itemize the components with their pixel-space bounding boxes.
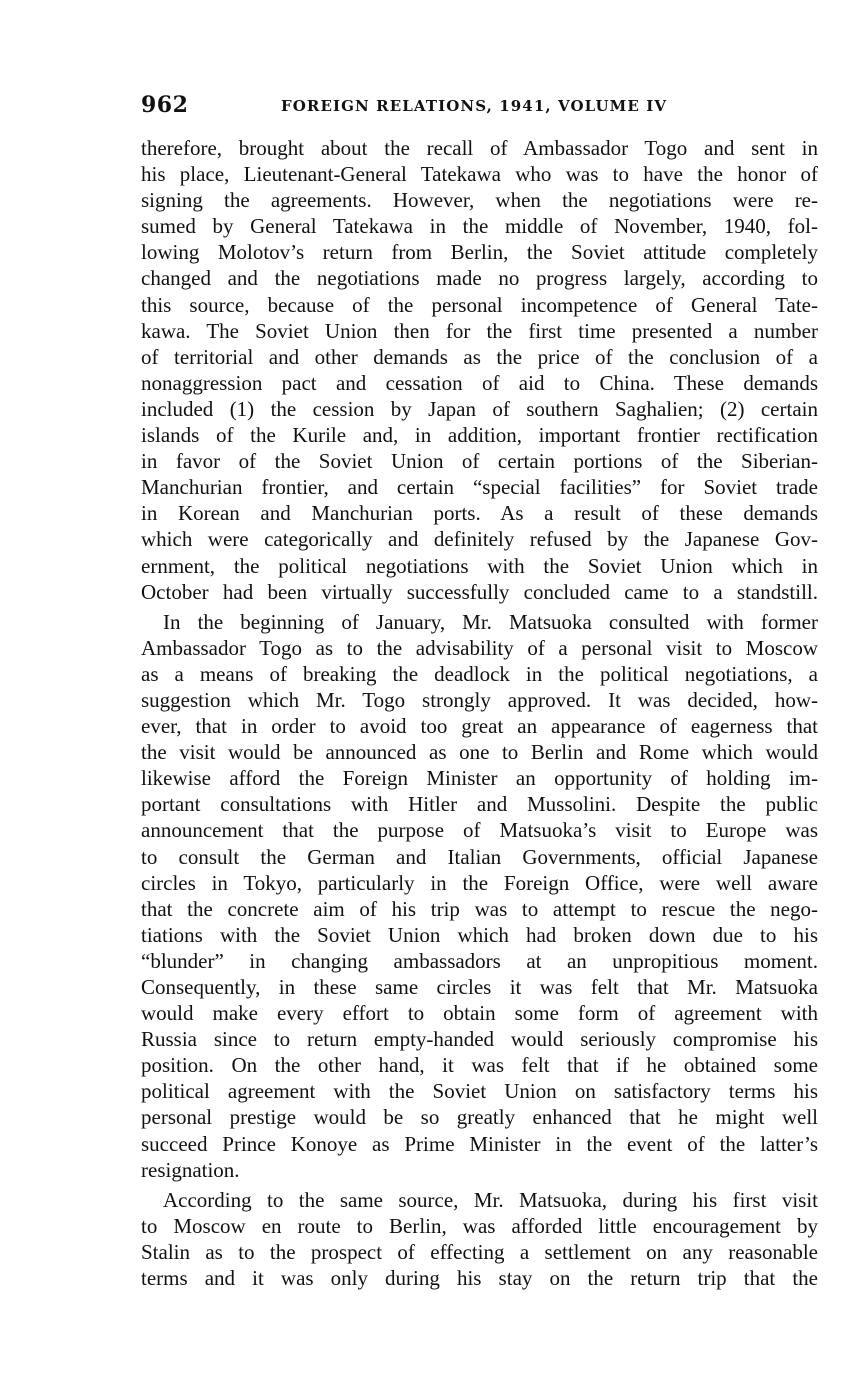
text-line: October had been virtually successfully concluded came to a standstill. bbox=[141, 579, 818, 604]
text-line: sumed by General Tatekawa in the middle of November, 1940, fol- bbox=[141, 214, 818, 239]
text-line: included (1) the cession by Japan of southern Saghalien; (2) certain bbox=[141, 396, 818, 421]
text-line: position. On the other hand, it was felt that if he obtained some bbox=[141, 1053, 818, 1078]
text-line: terms and it was only during his stay on the return trip that the bbox=[141, 1266, 818, 1291]
text-line: political agreement with the Soviet Union on satisfactory terms his bbox=[141, 1079, 818, 1104]
text-line: to consult the German and Italian Governments, official Japanese bbox=[141, 844, 818, 869]
paragraph-1 bbox=[141, 135, 818, 605]
text-line: ernment, the political negotiations with the Soviet Union which in bbox=[141, 553, 818, 578]
text-line: Manchurian frontier, and certain “special facilities” for Soviet trade bbox=[141, 475, 818, 500]
text-line: Ambassador Togo as to the advisability of a personal visit to Moscow bbox=[141, 635, 818, 660]
running-header bbox=[141, 92, 811, 122]
text-line: lowing Molotov’s return from Berlin, the Soviet attitude completely bbox=[141, 240, 818, 265]
text-line: In the beginning of January, Mr. Matsuoka consulted with former bbox=[163, 609, 818, 634]
text-line: likewise afford the Foreign Minister an opportunity of holding im- bbox=[141, 766, 818, 791]
running-title: FOREIGN RELATIONS, 1941, VOLUME IV bbox=[281, 97, 668, 115]
text-line: in favor of the Soviet Union of certain portions of the Siberian- bbox=[141, 449, 818, 474]
text-line: therefore, brought about the recall of Ambassador Togo and sent in bbox=[141, 136, 818, 160]
text-line: the visit would be announced as one to Berlin and Rome which would bbox=[141, 740, 818, 765]
text-line: this source, because of the personal incompetence of General Tate- bbox=[141, 292, 818, 317]
text-line: tiations with the Soviet Union which had broken down due to his bbox=[141, 922, 818, 947]
text-line: which were categorically and definitely refused by the Japanese Gov- bbox=[141, 527, 818, 552]
text-line: resignation. bbox=[141, 1157, 240, 1182]
text-line: “blunder” in changing ambassadors at an unpropitious moment. bbox=[141, 948, 818, 973]
text-line: ever, that in order to avoid too great an appearance of eagerness that bbox=[141, 714, 818, 739]
text-line: his place, Lieutenant-General Tatekawa who was to have the honor of bbox=[141, 162, 818, 187]
text-line: portant consultations with Hitler and Mussolini. Despite the public bbox=[141, 792, 818, 817]
paragraph-2 bbox=[141, 609, 818, 1183]
text-line: According to the same source, Mr. Matsuoka, during his first visit bbox=[163, 1187, 818, 1212]
text-line: as a means of breaking the deadlock in the political negotiations, a bbox=[141, 661, 818, 686]
page-number: 962 bbox=[141, 92, 189, 118]
text-line: suggestion which Mr. Togo strongly approved. It was decided, how- bbox=[141, 687, 818, 712]
text-line: Russia since to return empty-handed would seriously compromise his bbox=[141, 1027, 818, 1052]
text-line: Consequently, in these same circles it was felt that Mr. Matsuoka bbox=[141, 975, 818, 999]
text-line: changed and the negotiations made no progress largely, according to bbox=[141, 266, 818, 291]
text-line: that the concrete aim of his trip was to attempt to rescue the nego- bbox=[141, 896, 818, 921]
text-line: kawa. The Soviet Union then for the first time presented a number bbox=[141, 318, 818, 343]
text-line: nonaggression pact and cessation of aid to China. These demands bbox=[141, 370, 818, 395]
text-line: to Moscow en route to Berlin, was afforded little encouragement by bbox=[141, 1213, 818, 1238]
text-line: in Korean and Manchurian ports. As a result of these demands bbox=[141, 501, 818, 526]
text-line: Stalin as to the prospect of effecting a settlement on any reasonable bbox=[141, 1239, 818, 1264]
text-line: personal prestige would be so greatly enhanced that he might well bbox=[141, 1105, 818, 1130]
text-line: islands of the Kurile and, in addition, important frontier rectification bbox=[141, 423, 818, 448]
text-line: succeed Prince Konoye as Prime Minister in the event of the latter’s bbox=[141, 1131, 818, 1156]
paragraph-3 bbox=[141, 1187, 818, 1291]
text-line: of territorial and other demands as the price of the conclusion of a bbox=[141, 344, 818, 369]
text-line: circles in Tokyo, particularly in the Foreign Office, were well aware bbox=[141, 870, 818, 895]
text-line: announcement that the purpose of Matsuoka’s visit to Europe was bbox=[141, 818, 818, 843]
text-line: signing the agreements. However, when the negotiations were re- bbox=[141, 188, 818, 213]
body-text bbox=[141, 135, 818, 1291]
text-line: would make every effort to obtain some form of agreement with bbox=[141, 1001, 818, 1026]
